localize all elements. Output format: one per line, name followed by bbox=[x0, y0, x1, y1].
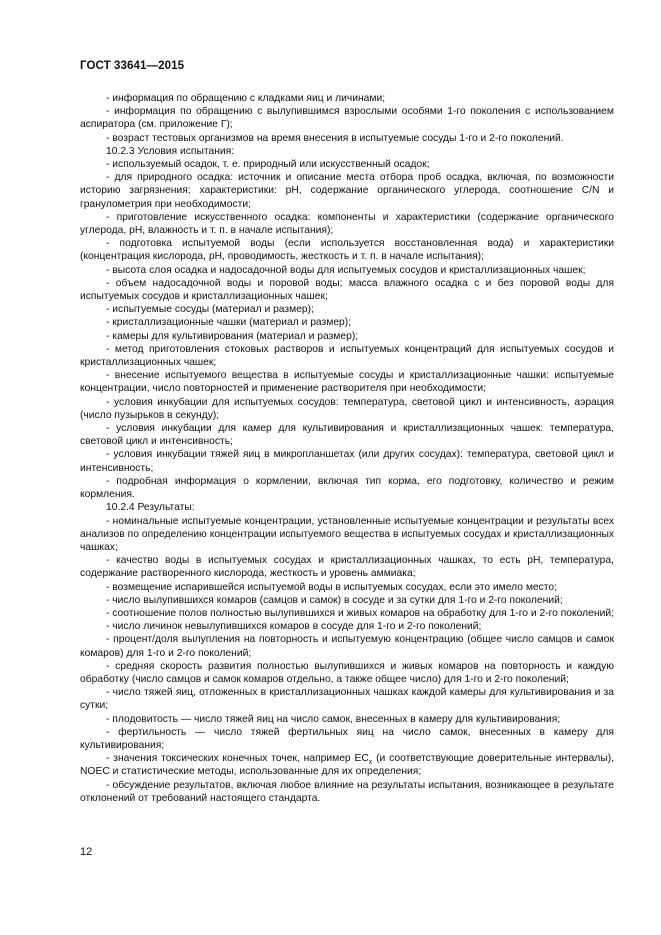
list-item: - число личинок невылупившихся комаров в сосуде для 1-го и 2-го поколений; bbox=[106, 621, 482, 633]
list-item: - высота слоя осадка и надосадочной воды для испытуемых сосудов и кристаллизационных чашек; bbox=[106, 264, 586, 276]
list-item: - соотношение полов полностью вылупившихся и живых комаров на обработку для 1-го и 2-го поколений; bbox=[106, 607, 614, 619]
ec-text-before: - значения токсических конечных точек, например EC bbox=[106, 753, 369, 765]
list-item-ec bbox=[80, 752, 614, 778]
list-item: - возмещение испарившейся испытуемой воды в испытуемых сосудах, если это имело место; bbox=[106, 581, 557, 593]
list-item: - используемый осадок, т. е. природный или искусственный осадок; bbox=[106, 159, 430, 171]
list-item: - для природного осадка: источник и описание места отбора проб осадка, включая, по возможности историю загрязнения; характеристики: pH, содержание органического углерода, соотношение C/N и гранулометрия при необходимости; bbox=[80, 172, 614, 210]
document-header: ГОСТ 33641—2015 bbox=[80, 60, 185, 72]
list-item: - внесение испытуемого вещества в испытуемые сосуды и кристаллизационные чашки: испытуемые концентрации, число повторностей и применение растворителя при необходимости; bbox=[80, 370, 614, 395]
list-item: - метод приготовления стоковых растворов и испытуемых концентраций для испытуемых сосудов и кристаллизационных чашек; bbox=[80, 343, 614, 369]
section-heading: 10.2.4 Результаты: bbox=[106, 502, 195, 514]
list-item: - объем надосадочной воды и поровой воды; масса влажного осадка с и без поровой воды для испытуемых сосудов и кристаллизационных чашек; bbox=[80, 277, 614, 303]
ec-subscript: x bbox=[368, 759, 373, 767]
list-item: - подробная информация о кормлении, включая тип корма, его подготовку, количество и режим кормления. bbox=[80, 475, 614, 501]
list-item: - приготовление искусственного осадка: компоненты и характеристики (содержание органического углерода, pH, влажность и т. п. в начале испытания); bbox=[80, 211, 614, 237]
list-item: - информация по обращению с кладками яиц и личинами; bbox=[106, 93, 386, 104]
page-number: 12 bbox=[80, 846, 93, 858]
ec-text-after: (и соответствующие доверительные интервалы), NOEC и статистические методы, использованные для их определения; bbox=[80, 753, 615, 778]
list-item: - номинальные испытуемые концентрации, установленные испытуемые концентрации и результаты всех анализов по определению концентрации испытуемого вещества в испытуемых сосудах и кристаллизационных чашках; bbox=[80, 515, 614, 553]
list-item: - условия инкубации тяжей яиц в микропланшетах (или других сосудах): температура, световой цикл и интенсивность; bbox=[80, 449, 614, 474]
list-item: - средняя скорость развития полностью вылупившихся и живых комаров на повторность и каждую обработку (число самцов и самок комаров отдельно, а также общее число) для 1-го и 2-го поколений; bbox=[80, 660, 614, 685]
list-item: - плодовитость — число тяжей яиц на число самок, внесенных в камеру для культивирования; bbox=[106, 713, 561, 725]
list-item: - число вылупившихся комаров (самцов и самок) в сосуде и за сутки для 1-го и 2-го поколений; bbox=[106, 594, 563, 606]
list-item: - обсуждение результатов, включая любое влияние на результаты испытания, возникающее в результате отклонений от требований настоящего стандарта. bbox=[80, 779, 614, 804]
document-body bbox=[80, 92, 614, 805]
list-item: - камеры для культивирования (материал и размер); bbox=[106, 330, 359, 342]
list-item: - фертильность — число тяжей фертильных яиц на число самок, внесенных в камеру для культивирования; bbox=[80, 726, 614, 751]
list-item: - испытуемые сосуды (материал и размер); bbox=[106, 304, 314, 316]
section-heading: 10.2.3 Условия испытания: bbox=[106, 145, 235, 157]
list-item: - подготовка испытуемой воды (если используется восстановленная вода) и характеристики (концентрация кислорода, pH, проводимость, жесткость и т. п. в начале испытания); bbox=[80, 238, 614, 263]
list-item: - кристаллизационные чашки (материал и размер); bbox=[106, 317, 352, 329]
list-item: - качество воды в испытуемых сосудах и кристаллизационных чашках, то есть pH, температура, содержание растворенного кислорода, жесткость и уровень аммиака; bbox=[80, 555, 614, 580]
list-item: - процент/доля вылупления на повторность и испытуемую концентрацию (общее число самцов и самок комаров) для 1-го и 2-го поколений; bbox=[80, 634, 614, 659]
list-item: - информация по обращению с вылупившимся взрослыми особями 1-го поколения с использованием аспиратора (см. приложение Г); bbox=[80, 106, 614, 131]
list-item: - условия инкубации для испытуемых сосудов: температура, световой цикл и интенсивность, аэрация (число пузырьков в секунду); bbox=[80, 396, 614, 421]
list-item: - возраст тестовых организмов на время внесения в испытуемые сосуды 1-го и 2-го поколений. bbox=[106, 132, 564, 144]
list-item: - число тяжей яиц, отложенных в кристаллизационных чашках каждой камеры для культивирования и за сутки; bbox=[80, 687, 614, 712]
list-item: - условия инкубации для камер для культивирования и кристаллизационных чашек: температура, световой цикл и интенсивность; bbox=[80, 423, 614, 448]
